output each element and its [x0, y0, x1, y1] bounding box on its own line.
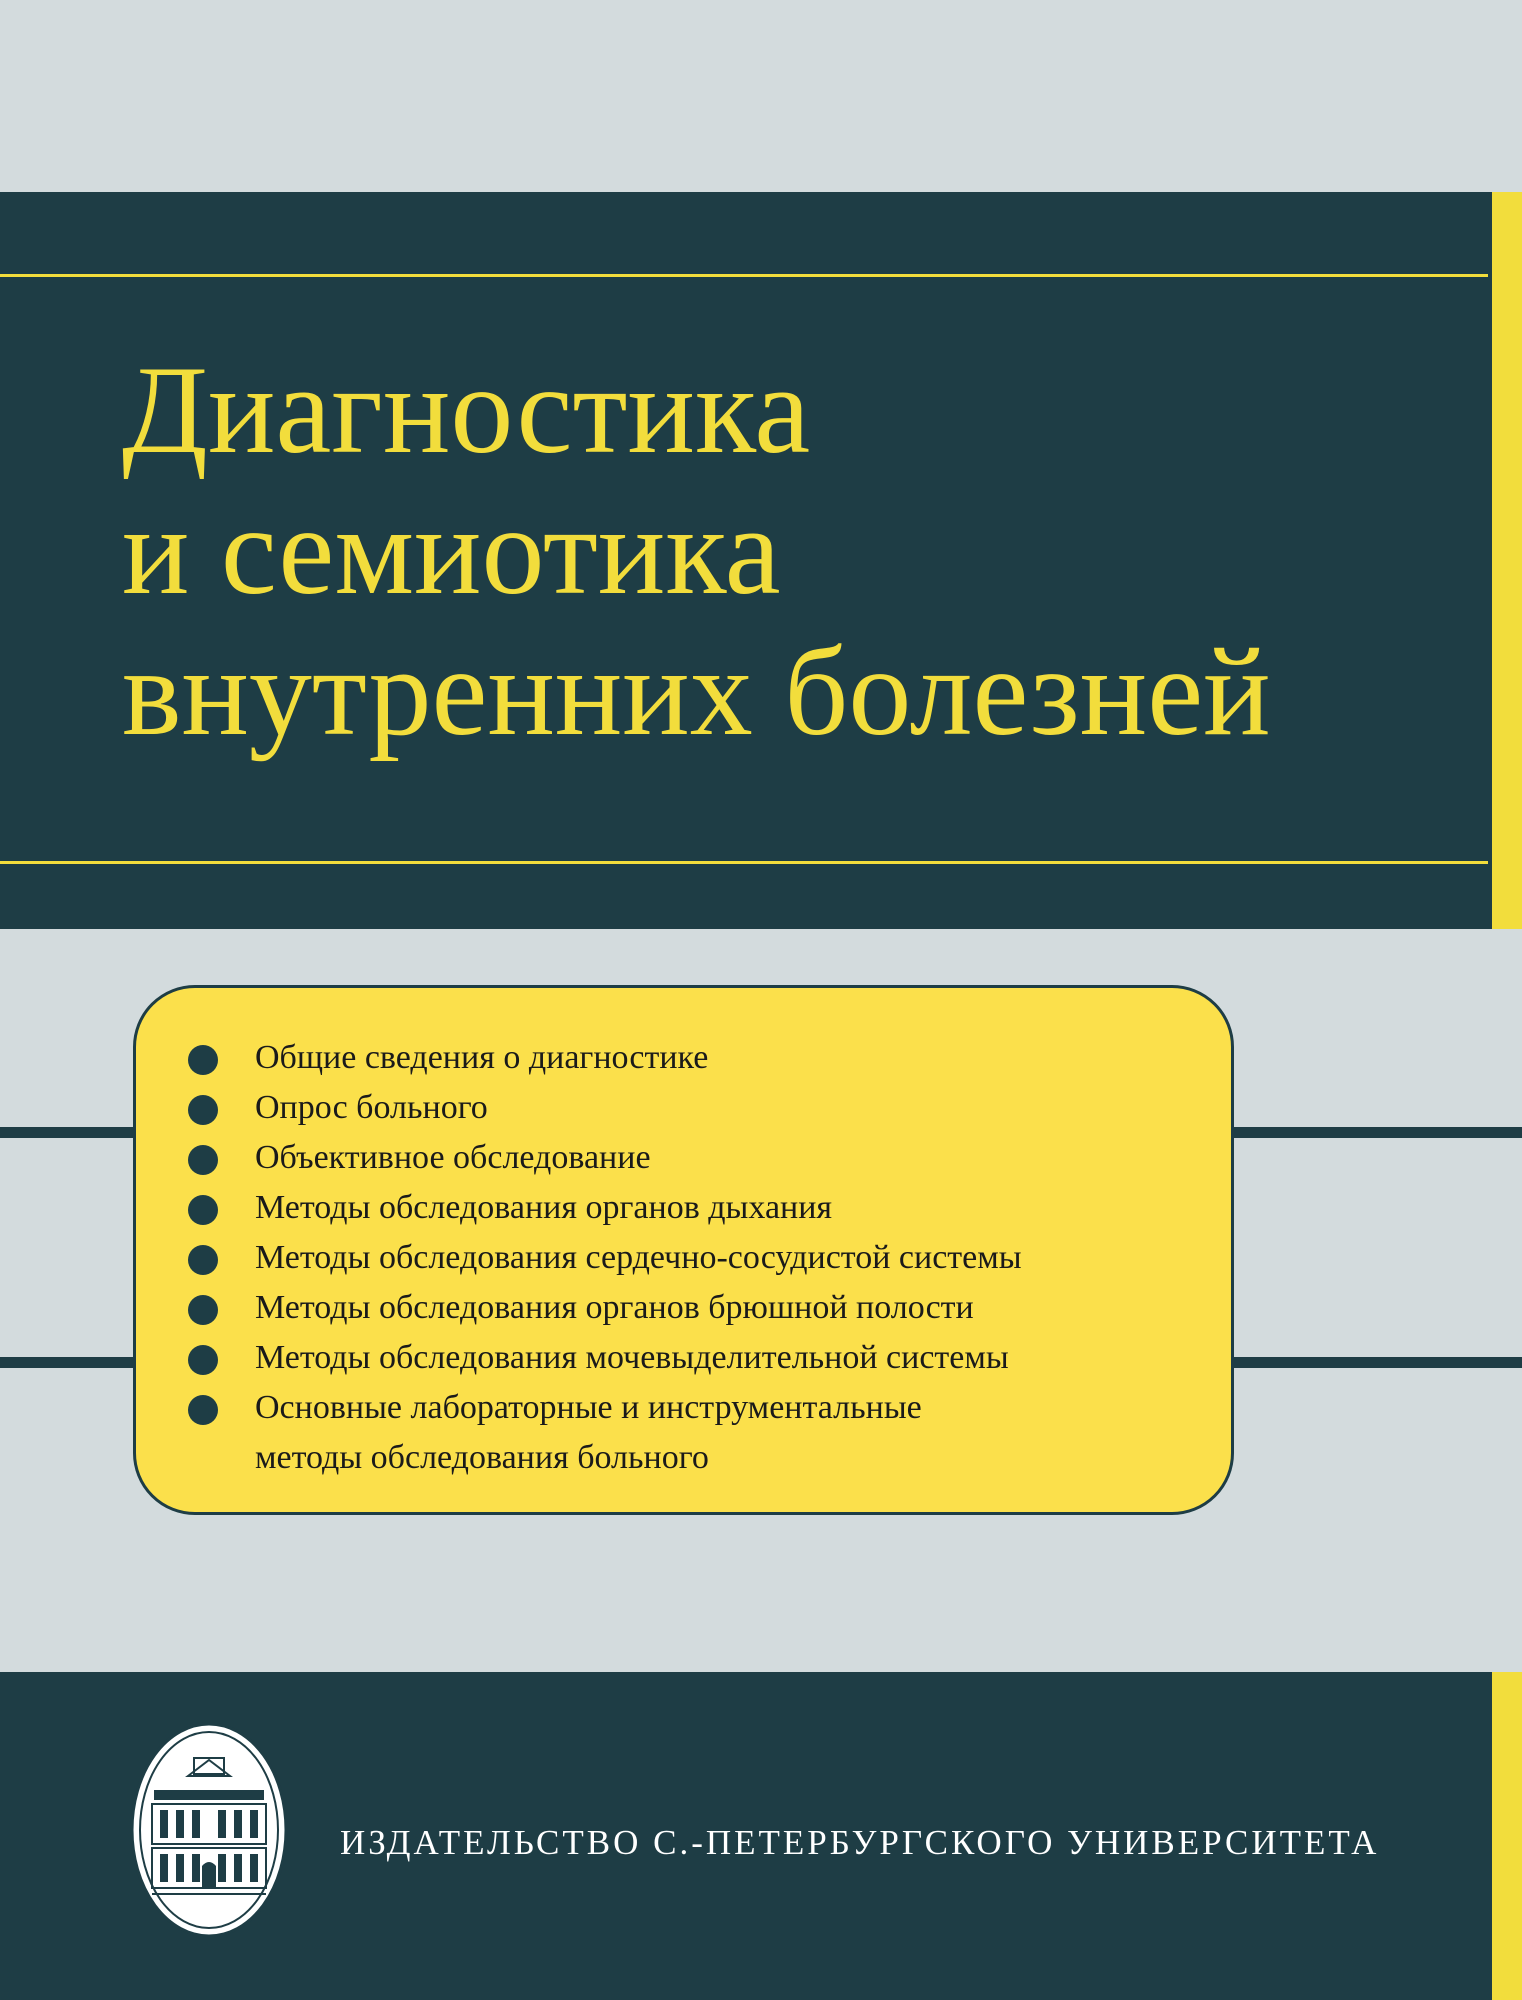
topic-item	[188, 1333, 1022, 1383]
topic-text: Методы обследования органов брюшной полости	[255, 1289, 974, 1326]
title-line-2: и семиотика	[122, 482, 781, 621]
topic-text: Методы обследования сердечно-сосудистой системы	[255, 1239, 1022, 1276]
topic-text: Объективное обследование	[255, 1139, 651, 1176]
topic-text-line-2: методы обследования больного	[255, 1439, 709, 1476]
topic-item	[188, 1133, 1022, 1183]
title-line-1: Диагностика	[122, 341, 811, 480]
gold-edge-strip-bottom	[1492, 1672, 1522, 2000]
publisher-name: ИЗДАТЕЛЬСТВО С.-ПЕТЕРБУРГСКОГО УНИВЕРСИТЕТА	[340, 1823, 1380, 1862]
topics-panel	[133, 985, 1234, 1515]
bullet-icon	[188, 1345, 218, 1375]
bullet-icon	[188, 1395, 218, 1425]
topic-item	[188, 1033, 1022, 1083]
topic-text: Общие сведения о диагностике	[255, 1039, 709, 1076]
bullet-icon	[188, 1045, 218, 1075]
bullet-icon	[188, 1195, 218, 1225]
topic-item	[188, 1283, 1022, 1333]
title-line-3: внутренних болезней	[122, 623, 1271, 762]
topic-item	[188, 1183, 1022, 1233]
topic-item	[188, 1233, 1022, 1283]
university-building-emblem-icon	[128, 1720, 290, 1940]
bullet-icon	[188, 1095, 218, 1125]
bullet-icon	[188, 1145, 218, 1175]
topic-item	[188, 1083, 1022, 1133]
topic-text: Методы обследования мочевыделительной системы	[255, 1339, 1009, 1376]
book-title	[122, 340, 1271, 763]
topics-list	[188, 1033, 1022, 1483]
gold-rule-lower	[0, 861, 1488, 864]
topic-text: Опрос больного	[255, 1089, 488, 1126]
gold-edge-strip-top	[1492, 192, 1522, 929]
bullet-icon	[188, 1245, 218, 1275]
topic-item	[188, 1383, 1022, 1483]
topic-text-line-1: Основные лабораторные и инструментальные	[255, 1389, 922, 1426]
gold-rule-upper	[0, 274, 1488, 277]
topic-text: Методы обследования органов дыхания	[255, 1189, 833, 1226]
bullet-icon	[188, 1295, 218, 1325]
